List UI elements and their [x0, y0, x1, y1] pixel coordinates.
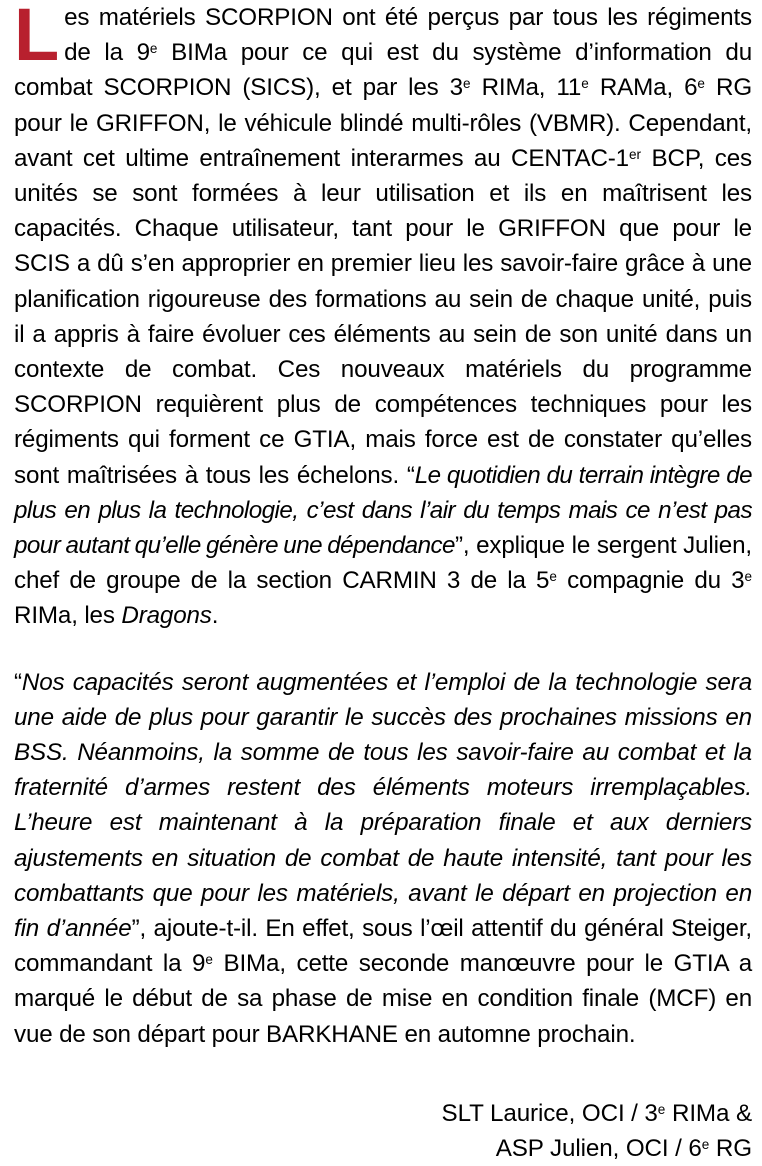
p1-run-5: RAMa, 6	[588, 74, 698, 102]
byline-author-2: ASP Julien, OCI / 6	[495, 1135, 702, 1163]
p1-run-2: 9	[136, 39, 150, 67]
p2-quote-open: “	[14, 668, 22, 696]
p1-run-7: BCP, ces unités se sont formées à leur utilisation et ils en maîtrisent les capacités. Chaque utilisateur, tant pour le GRIFFON que pour le SCIS a dû s’en approprier en premier lieu les savoir-faire grâce à une planification rigoureuse des formations au sein de chaque unité, puis il a appris à faire évoluer ces éléments au sein de son unité dans un contexte de combat. Ces nouveaux matériels du programme SCORPION requièrent plus de compétences techniques pour les régiments qui forment ce GTIA, mais force est de constater qu’elles sont maîtrisées à tous les échelons.	[14, 144, 752, 489]
p1-sup-6: e	[549, 569, 557, 585]
byline	[14, 1096, 752, 1166]
byline-sup-2: e	[701, 1137, 710, 1153]
p1-sup-5: er	[628, 146, 642, 162]
p1-run-11: .	[211, 602, 219, 630]
paragraph-1	[14, 0, 752, 634]
paragraph-2	[14, 665, 752, 1052]
p2-sup-1: e	[205, 952, 213, 968]
p1-run-10: RIMa, les	[14, 602, 122, 630]
p1-run-4: RIMa, 11	[470, 74, 582, 102]
byline-line-2	[14, 1131, 752, 1166]
p1-quote-italic: Le quotidien du terrain intègre de plus en plus la technologie, c’est dans l’air du temps mais ce n’est pas pour autant qu’elle génère une dépendance	[14, 461, 752, 560]
p1-quote-open: “	[406, 461, 415, 489]
p2-quote-italic: Nos capacités seront augmentées et l’emploi de la technologie sera une aide de plus pour garantir le succès des prochaines missions en BSS. Néanmoins, la somme de tous les savoir-faire au combat et la fraternité d’armes restent des éléments moteurs irremplaçables. L’heure est maintenant à la préparation finale et aux derniers ajustements en situation de combat de haute intensité, tant pour les combattants que pour les matériels, avant le départ en projection en fin d’année	[14, 668, 752, 943]
p2-run-1: ”, ajoute-t-il. En effet, sous l’œil attentif du général Steiger, commandant la 9	[14, 915, 752, 978]
p1-run-9: compagnie du 3	[556, 567, 745, 595]
p1-sup-4: e	[697, 76, 705, 92]
p1-sup-3: e	[581, 76, 589, 92]
p1-sup-2: e	[463, 76, 471, 92]
p1-sup-7: e	[744, 569, 752, 585]
byline-unit-1: RIMa &	[665, 1099, 752, 1127]
byline-unit-2: RG	[709, 1135, 752, 1163]
p2-run-2: BIMa, cette seconde manœuvre pour le GTIA a marqué le début de sa phase de mise en condition finale (MCF) en vue de son départ pour BARKHANE en automne prochain.	[14, 950, 753, 1048]
byline-sup-1: e	[657, 1101, 666, 1117]
byline-line-1	[14, 1096, 752, 1131]
p1-sup-1: e	[149, 41, 158, 57]
p1-run-1: es matériels SCORPION ont été perçus par tous les régiments de la	[64, 4, 752, 67]
p1-dragons-italic: Dragons	[121, 602, 212, 630]
p1-run-3: BIMa pour ce qui est du système d’information du combat SCORPION (SICS), et par les 3	[14, 39, 752, 102]
drop-cap-letter: L	[14, 0, 60, 76]
p1-run-6: RG pour le GRIFFON, le véhicule blindé multi-rôles (VBMR). Cependant, avant cet ultime entraînement interarmes au CENTAC-1	[14, 74, 752, 172]
article-body	[14, 0, 752, 1166]
byline-author-1: SLT Laurice, OCI / 3	[441, 1099, 658, 1127]
p1-run-8: ”, explique le sergent Julien, chef de groupe de la section CARMIN 3 de la 5	[14, 532, 752, 595]
